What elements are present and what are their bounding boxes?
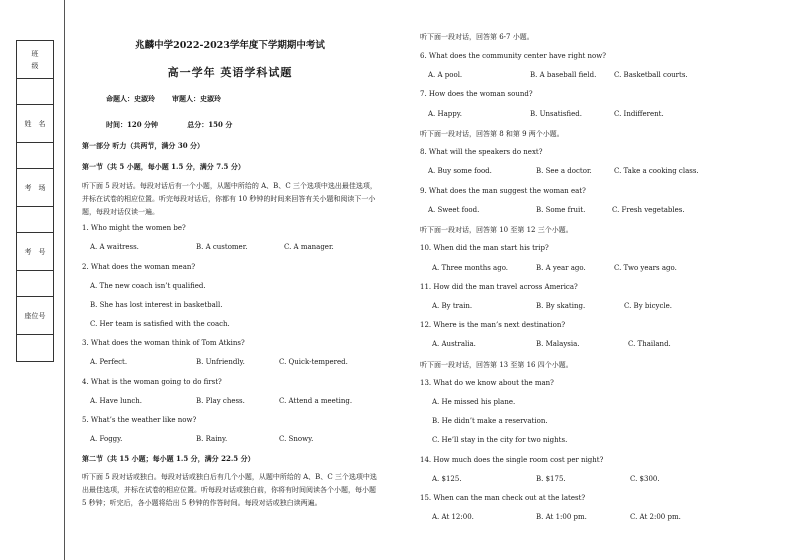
option-b[interactable]: B. $175.: [536, 475, 566, 483]
option-a[interactable]: A. Perfect.: [90, 358, 128, 366]
question-stem: 1. Who might the women be?: [82, 224, 186, 232]
listen-instruction-10-12: 听下面一段对话，回答第 10 至第 12 三个小题。: [420, 226, 573, 234]
binding-line: [64, 0, 65, 560]
sec1-instructions: 听下面 5 段对话。每段对话后有一个小题，从题中所给的 A、B、C 三个选项中选出最佳选项，并标在试卷的相应位置。听完每段对话后，你都有 10 秒钟的时间来回答有关小题和阅读下一小题，每段对话仅读一遍。: [82, 182, 377, 216]
listen-instruction-6-7: 听下面一段对话，回答第 6-7 小题。: [420, 33, 534, 41]
binding-cell-class: [17, 41, 53, 79]
question-stem: 15. When can the man check out at the latest?: [420, 494, 586, 502]
option-c[interactable]: C. Fresh vegetables.: [612, 206, 685, 214]
binding-label-seat: 座位号: [24, 311, 46, 320]
option-a[interactable]: A. By train.: [432, 302, 473, 310]
option-a[interactable]: A. A waitress.: [90, 243, 139, 251]
binding-cell-seat-blank[interactable]: [17, 335, 53, 361]
question-stem: 2. What does the woman mean?: [82, 263, 196, 271]
option-c[interactable]: C. Snowy.: [279, 435, 314, 443]
option-a[interactable]: A. $125.: [432, 475, 462, 483]
option-c[interactable]: C. Thailand.: [628, 340, 671, 348]
option-a[interactable]: A. Three months ago.: [432, 264, 509, 272]
option-c[interactable]: C. Two years ago.: [614, 264, 677, 272]
binding-label-number: 考 号: [24, 247, 46, 256]
part1-heading: 第一部分 听力（共两节，满分 30 分）: [82, 141, 205, 150]
right-column: [418, 0, 714, 560]
binding-label-name: 姓 名: [24, 119, 46, 128]
binding-cell-number: [17, 233, 53, 271]
sec2-instructions: 听下面 5 段对话或独白。每段对话或独白后有几个小题，从题中所给的 A、B、C 三个选项中选出最佳选项，并标在试卷的相应位置。听每段对话或独白前，你将有时间阅读各个小题，每小题 5 秒钟；听完后，各小题将给出 5 秒钟的作答时间。每段对话或独白读两遍。: [82, 473, 377, 507]
question-stem: 9. What does the man suggest the woman eat?: [420, 187, 586, 195]
binding-cell-number-blank[interactable]: [17, 271, 53, 297]
option-a[interactable]: A. Buy some food.: [428, 167, 492, 175]
option-b[interactable]: B. A year ago.: [536, 264, 586, 272]
option-a[interactable]: A. At 12:00.: [432, 513, 474, 521]
subject-title: 高一学年 英语学科试题: [167, 66, 293, 79]
option-c[interactable]: C. At 2:00 pm.: [630, 513, 681, 521]
question-stem: 10. When did the man start his trip?: [420, 244, 549, 252]
option-c[interactable]: C. Attend a meeting.: [279, 397, 353, 405]
sec1-heading: 第一节（共 5 小题，每小题 1.5 分，满分 7.5 分）: [82, 162, 245, 171]
option-b[interactable]: B. She has lost interest in basketball.: [90, 301, 223, 309]
binding-cell-room-blank[interactable]: [17, 207, 53, 233]
binding-info-table: [16, 40, 54, 362]
option-b[interactable]: B. Play chess.: [196, 397, 245, 405]
option-b[interactable]: B. A customer.: [196, 243, 248, 251]
option-b[interactable]: B. At 1:00 pm.: [536, 513, 587, 521]
option-c[interactable]: C. Basketball courts.: [614, 71, 688, 79]
binding-cell-class-blank[interactable]: [17, 79, 53, 105]
question-stem: 8. What will the speakers do next?: [420, 148, 543, 156]
binding-label-class: 班 级: [31, 49, 39, 70]
option-b[interactable]: B. A baseball field.: [530, 71, 597, 79]
time-line: 时间：120 分钟 总分：150 分: [106, 120, 233, 129]
listen-instruction-13-16: 听下面一段对话，回答第 13 至第 16 四个小题。: [420, 361, 573, 369]
option-c[interactable]: C. By bicycle.: [624, 302, 673, 310]
binding-cell-name-blank[interactable]: [17, 143, 53, 169]
option-a[interactable]: A. Happy.: [428, 110, 462, 118]
question-stem: 5. What’s the weather like now?: [82, 416, 197, 424]
binding-cell-name: [17, 105, 53, 143]
option-a[interactable]: A. He missed his plane.: [432, 398, 516, 406]
option-c[interactable]: C. Her team is satisfied with the coach.: [90, 320, 230, 328]
binding-cell-room: [17, 169, 53, 207]
option-b[interactable]: B. Rainy.: [196, 435, 228, 443]
option-a[interactable]: A. A pool.: [428, 71, 463, 79]
option-b[interactable]: B. See a doctor.: [536, 167, 592, 175]
option-c[interactable]: C. Take a cooking class.: [614, 167, 699, 175]
option-b[interactable]: B. He didn’t make a reservation.: [432, 417, 548, 425]
author-line: 命题人：史淑玲 审题人：史淑玲: [106, 94, 222, 103]
sec2-heading: 第二节（共 15 小题；每小题 1.5 分，满分 22.5 分）: [82, 454, 255, 463]
question-stem: 4. What is the woman going to do first?: [82, 378, 222, 386]
option-b[interactable]: B. Malaysia.: [536, 340, 580, 348]
question-stem: 13. What do we know about the man?: [420, 379, 554, 387]
option-c[interactable]: C. Quick-tempered.: [279, 358, 348, 366]
option-b[interactable]: B. Unfriendly.: [196, 358, 245, 366]
question-stem: 11. How did the man travel across America?: [420, 283, 578, 291]
left-column: [80, 0, 380, 560]
option-a[interactable]: A. Sweet food.: [428, 206, 480, 214]
binding-cell-seat: [17, 297, 53, 335]
option-c[interactable]: C. A manager.: [284, 243, 334, 251]
school-title: 兆麟中学2022-2023学年度下学期期中考试: [135, 40, 325, 51]
option-a[interactable]: A. Australia.: [432, 340, 476, 348]
option-b[interactable]: B. Some fruit.: [536, 206, 586, 214]
listen-instruction-8-9: 听下面一段对话，回答第 8 和第 9 两个小题。: [420, 130, 564, 138]
question-stem: 7. How does the woman sound?: [420, 90, 533, 98]
option-a[interactable]: A. Foggy.: [90, 435, 123, 443]
question-stem: 12. Where is the man’s next destination?: [420, 321, 566, 329]
question-stem: 14. How much does the single room cost per night?: [420, 456, 604, 464]
question-stem: 3. What does the woman think of Tom Atkins?: [82, 339, 245, 347]
option-b[interactable]: B. By skating.: [536, 302, 586, 310]
option-c[interactable]: C. He’ll stay in the city for two nights.: [432, 436, 568, 444]
option-b[interactable]: B. Unsatisfied.: [530, 110, 582, 118]
question-stem: 6. What does the community center have right now?: [420, 52, 607, 60]
binding-label-room: 考 场: [24, 183, 46, 192]
option-a[interactable]: A. The new coach isn’t qualified.: [90, 282, 206, 290]
option-c[interactable]: C. Indifferent.: [614, 110, 664, 118]
option-c[interactable]: C. $300.: [630, 475, 660, 483]
option-a[interactable]: A. Have lunch.: [90, 397, 143, 405]
